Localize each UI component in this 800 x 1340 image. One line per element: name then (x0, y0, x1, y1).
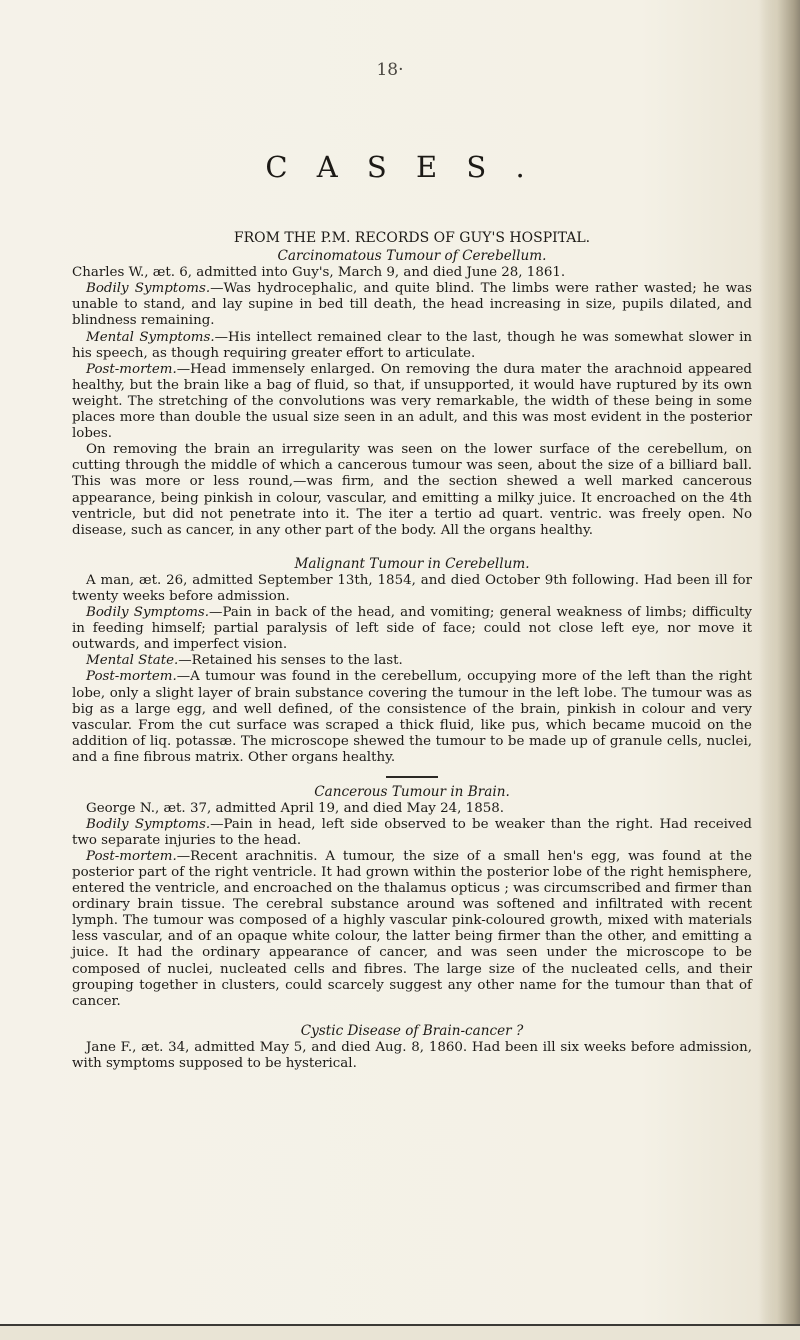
case-intro: A man, æt. 26, admitted September 13th, 1854, and died October 9th following. Had been ill for twenty weeks before admission. (72, 572, 752, 604)
paragraph-text: —Pain in back of the head, and vomiting; general weakness of limbs; difficulty in feeding himself; partial paralysis of left side of face; could not close left eye, nor move it outwards, and imperfect vision. (72, 605, 752, 653)
case-paragraph (72, 653, 752, 669)
case-paragraph (72, 817, 752, 849)
case-title: Carcinomatous Tumour of Cerebellum. (277, 248, 547, 265)
case-entry (72, 784, 752, 1010)
case-paragraph (72, 442, 752, 539)
case-entry (72, 248, 752, 539)
case-entry (72, 556, 752, 766)
paragraph-text: —Was hydrocephalic, and quite blind. The limbs were rather wasted; he was unable to stand, and lay supine in bed till death, the head increasing in size, pupils dilated, and blindness remaining. (72, 281, 753, 329)
page-spine-shadow (758, 0, 800, 1340)
main-text (72, 230, 752, 1072)
paragraph-text: —His intellect remained clear to the last, though he was somewhat slower in his speech, as though requiring greater effort to articulate. (72, 329, 752, 361)
case-title: Cancerous Tumour in Brain. (314, 783, 510, 800)
case-paragraph (72, 605, 752, 653)
case-intro: Jane F., æt. 34, admitted May 5, and died Aug. 8, 1860. Had been ill six weeks before admission, with symptoms supposed to be hysterical. (72, 1039, 752, 1071)
case-title: Cystic Disease of Brain-cancer ? (300, 1022, 524, 1039)
page-title: C A S E S . (265, 150, 535, 184)
section-divider (386, 776, 438, 778)
case-paragraph (72, 281, 752, 329)
case-paragraph (72, 330, 752, 362)
paragraph-lead: Mental State. (86, 653, 179, 669)
paragraph-text: —Retained his senses to the last. (178, 653, 403, 669)
case-intro: George N., æt. 37, admitted April 19, and died May 24, 1858. (86, 800, 505, 816)
case-paragraph (72, 849, 752, 1010)
page-bottom-edge (0, 1326, 800, 1340)
case-paragraph (72, 669, 752, 766)
paragraph-lead: Post-mortem. (86, 361, 177, 377)
case-paragraph (72, 362, 752, 442)
paragraph-text: —A tumour was found in the cerebellum, occupying more of the left than the right lobe, only a slight layer of brain substance covering the tumour in the left lobe. The tumour was as big as a large egg, and well defined, of the consistence of the brain, pinkish in colour and very vascular. From the cut surface was scraped a thick fluid, like pus, which became mucoid on the addition of liq. potassæ. The microscope shewed the tumour to be made up of granule cells, nuclei, and a fine fibrous matrix. Other organs healthy. (72, 669, 752, 765)
case-title: Malignant Tumour in Cerebellum. (294, 555, 530, 572)
page-number: 18· (376, 60, 404, 80)
paragraph-lead: Post-mortem. (86, 669, 177, 685)
paragraph-lead: Post-mortem. (86, 848, 177, 864)
paragraph-text: On removing the brain an irregularity was seen on the lower surface of the cerebellum, on cutting through the middle of which a cancerous tumour was seen, about the size of a billiard ball. This was more or less round,—was firm, and the section shewed a well marked cancerous appearance, being pinkish in colour, vascular, and emitting a milky juice. It encroached on the 4th ventricle, but did not penetrate into it. The iter a tertio ad quart. ventric. was freely open. No disease, such as cancer, in any other part of the body. All the organs healthy. (72, 442, 752, 538)
paragraph-lead: Bodily Symptoms. (86, 816, 211, 832)
paragraph-text: —Recent arachnitis. A tumour, the size of a small hen's egg, was found at the posterior part of the right ventricle. It had grown within the posterior lobe of the right hemisphere, entered the ventricle, and encroached on the thalamus opticus ; was circumscribed and firmer than ordinary brain tissue. The cerebral substance around was softened and infiltrated with recent lymph. The tumour was composed of a highly vascular pink-coloured growth, mixed with materials less vascular, and of an opaque white colour, the latter being firmer than the other, and emitting a juice. It had the ordinary appearance of cancer, and was seen under the microscope to be composed of nuclei, nucleated cells and fibres. The large size of the nucleated cells, and their grouping together in clusters, could scarcely suggest any other name for the tumour than that of cancer. (72, 848, 752, 1009)
paragraph-text: —Pain in head, left side observed to be weaker than the right. Had received two separate injuries to the head. (72, 816, 752, 848)
paragraph-text: —Head immensely enlarged. On removing the dura mater the arachnoid appeared healthy, but the brain like a bag of fluid, so that, if unsupported, it would have ruptured by its own weight. The stretching of the convolutions was very remarkable, the width of these being in some places more than double the usual size seen in an adult, and this was most evident in the posterior lobes. (72, 361, 752, 442)
case-intro: Charles W., æt. 6, admitted into Guy's, March 9, and died June 28, 1861. (72, 265, 566, 281)
records-subtitle: FROM THE P.M. RECORDS OF GUY'S HOSPITAL. (233, 230, 591, 246)
paragraph-lead: Bodily Symptoms. (86, 605, 210, 621)
paragraph-lead: Mental Symptoms. (86, 329, 215, 345)
case-entry (72, 1023, 752, 1072)
paragraph-lead: Bodily Symptoms. (86, 281, 211, 297)
